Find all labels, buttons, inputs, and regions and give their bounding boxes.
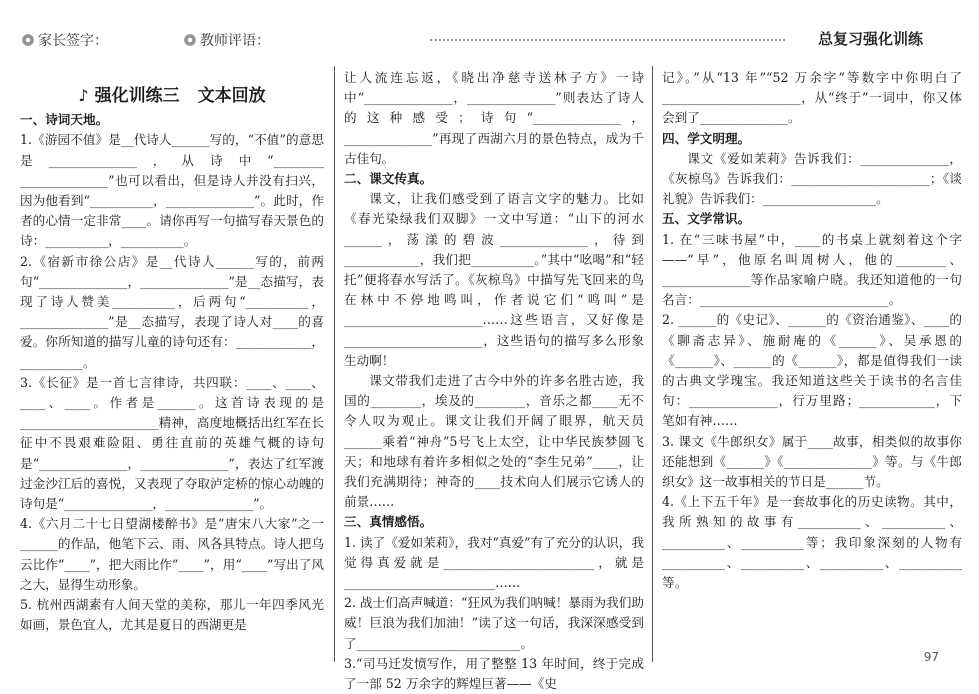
flower-icon xyxy=(22,34,34,46)
page-header xyxy=(0,0,979,62)
question-text: 3. 课文《牛郎织女》属于____故事，相类似的故事你还能想到《______》《______________》等。与《牛郎织女》这一故事相关的节日是______节。 xyxy=(662,433,962,490)
question-text: 3.《长征》是一首七言律诗，共四联：____、____、____、____。作者是______。这首诗表现的是______________________精神，高度地概括出红军在长征中不畏艰难险阻、勇往直前的英雄气概的诗句是“______________，______________”，表达了红军渡过金沙江后的喜悦，又表现了夺取泸定桥的惊心动魄的诗句是“______________，______________”。 xyxy=(20,374,324,512)
section-heading: 四、学文明理。 xyxy=(662,130,751,146)
flower-icon xyxy=(184,34,196,46)
paragraph-text: 课文，让我们感受到了语言文字的魅力。比如《春光染绿我们双脚》一文中写道：“山下的河水______，荡漾的碧波______________，待到____________，我们把__________。”其中“吆喝”和“轻托”便将春水写活了。《灰椋鸟》中描写先飞回来的鸟在林中不停地鸣叫，作者说它们“鸣叫”是______________________……这些语言，又好像是______________________，这些语句的描写多么形象生动啊！ xyxy=(344,191,644,368)
paragraph-text: 课文《爱如茉莉》告诉我们：______________，《灰椋鸟》告诉我们：______________________；《谈礼貌》告诉我们：__________________。 xyxy=(662,150,962,207)
teacher-comment-text: 教师评语： xyxy=(200,33,270,49)
middle-column xyxy=(344,68,644,692)
exercise-title xyxy=(20,86,324,106)
question-text: 2. 战士们高声喊道：“狂风为我们呐喊！暴雨为我们助威！巨浪为我们加油！”读了这一句话，我深深感受到了__________________________。 xyxy=(344,595,644,651)
question-text: 2. ______的《史记》、______的《资治通鉴》、____的《聊斋志异》、施耐庵的《______》、吴承恩的《______》、______的《______》，都是值得我们一读的古典文学瑰宝。我还知道这些关于读书的名言佳句：______________，行万里路；____________，下笔如有神…… xyxy=(662,312,962,429)
question-text: 1. 在“三味书屋”中，____的书桌上就刻着这个字——“早”，他原名叫周树人，他的________、______________等作品家喻户晓。我还知道他的一句名言：______________________________。 xyxy=(662,231,962,308)
section-heading: 五、文学常识。 xyxy=(662,211,751,227)
question-text: 让人流连忘返，《晓出净慈寺送林子方》一诗中“______________，______________”则表达了诗人的这种感受；诗句“______________，______________”再现了西湖六月的景色特点，成为千古佳句。 xyxy=(344,70,644,166)
dotted-leader xyxy=(430,39,785,41)
section-heading: 三、真情感悟。 xyxy=(344,514,433,530)
header-title: 总复习强化训练 xyxy=(817,30,923,48)
question-text: 2.《宿新市徐公店》是__代诗人______写的，前两句“______________，______________”是__态描写，表现了诗人赞美__________，后两句“__________，______________”是__态描写，表现了诗人对____的喜爱。你所知道的描写儿童的诗句还有：____________，__________。 xyxy=(20,253,324,370)
question-text: 4.《上下五千年》是一套故事化的历史读物。其中，我所熟知的故事有__________、__________、__________、__________等；我印象深刻的人物有__________、__________、__________、__________等。 xyxy=(662,494,962,591)
question-text: 4.《六月二十七日望湖楼醉书》是“唐宋八大家”之一______的作品，他笔下云、雨、风各具特点。诗人把乌云比作“____”，把大雨比作“____”，用“____”写出了风之大，显得生动形象。 xyxy=(20,516,324,592)
teacher-comment-label xyxy=(184,30,270,50)
parent-sign-label xyxy=(22,30,108,50)
column-divider xyxy=(652,66,653,662)
paragraph-text: 课文带我们走进了古今中外的许多名胜古迹，我国的________，埃及的________，音乐之都____无不令人叹为观止。课文让我们开阔了眼界，航天员______乘着“神舟”5号飞上太空，让中华民族梦圆飞天；和地球有着许多相似之处的“李生兄弟”____，让我们充满期待；神奇的____技术向人们展示它诱人的前景…… xyxy=(344,373,644,510)
question-text: 记》。”从“13 年”“52 万余字”等数字中你明白了______________________，从“终于”一词中，你又体会到了______________。 xyxy=(662,70,962,126)
question-text: 3.“司马迁发愤写作，用了整整 13 年时间，终于完成了一部 52 万余字的辉煌巨著——《史 xyxy=(344,655,644,692)
parent-sign-text: 家长签字： xyxy=(38,33,108,49)
question-text: 1. 读了《爱如茉莉》，我对“真爱”有了充分的认识，我觉得真爱就是________________________，就是________________________…… xyxy=(344,534,644,591)
section-heading: 二、课文传真。 xyxy=(344,171,433,187)
left-column xyxy=(20,68,324,656)
title-text: 强化训练三 xyxy=(94,86,180,106)
page-number: 97 xyxy=(923,650,939,664)
question-text: 1.《游园不值》是__代诗人______写的，“不值”的意思是______________，从诗中“________ ______________”也可以看出，但是诗人并没有扫兴，因为他看到“__________，______________”。此时，作者的心情一定非常____。请你再写一句描写春天景色的诗：__________，__________。 xyxy=(20,132,324,249)
music-note-icon: ♪ xyxy=(78,86,89,105)
section-heading: 一、诗词天地。 xyxy=(20,112,109,128)
title-subtitle: 文本回放 xyxy=(197,86,266,106)
question-text: 5. 杭州西湖素有人间天堂的美称，那儿一年四季风光如画，景色宜人，尤其是夏日的西湖更是 xyxy=(20,597,324,633)
right-column xyxy=(662,68,962,656)
column-divider xyxy=(334,66,335,662)
